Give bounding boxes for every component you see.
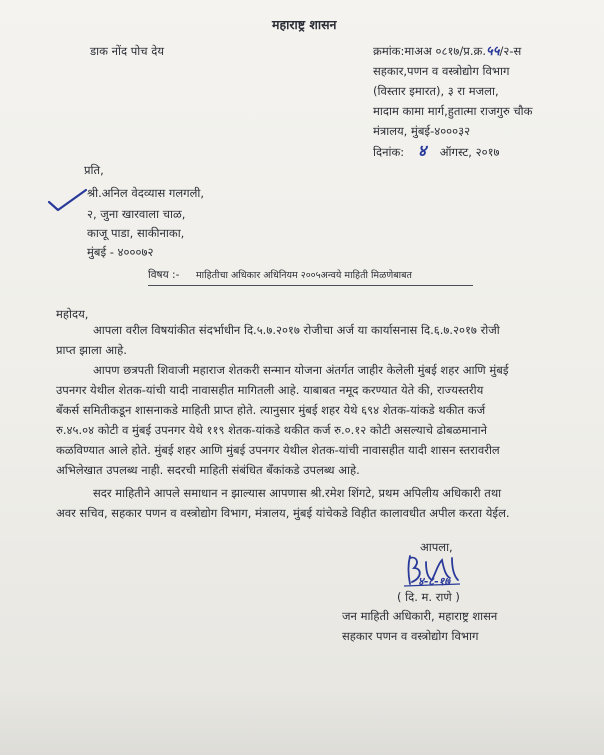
office-line-1: सहकार,पणन व वस्त्रोद्योग विभाग: [373, 64, 510, 78]
ref-number-handwritten: ५५: [485, 44, 500, 59]
signatory-designation: जन माहिती अधिकारी, महाराष्ट्र शासन: [342, 609, 498, 623]
reference-number: [373, 44, 521, 59]
body-line-3: आपण छत्रपती शिवाजी महाराज शेतकरी सन्मान योजना अंतर्गत जाहीर केलेली मुंबई शहर आणि मुंबई: [93, 363, 509, 377]
body-line-5: बँकर्स समितीकडून शासनाकडे माहिती प्राप्त होते. त्यानुसार मुंबई शहर येथे ६९४ शेतक-यांकडे थकीत कर्ज: [56, 403, 486, 417]
letterhead-title: महाराष्ट्र शासन: [272, 17, 337, 32]
signatory-name: ( दि. म. राणे ): [397, 590, 460, 604]
recipient-line-4: मुंबई - ४०००७२: [87, 245, 154, 259]
ref-label: क्रमांक:: [373, 44, 405, 58]
body-line-1: आपला वरील विषयांकीत संदर्भाधीन दि.५.७.२०१७ रोजीचा अर्ज या कार्यासनास दि.६.७.२०१७ रोजी: [93, 323, 500, 337]
recipient-line-1: श्री.अनिल वेदव्यास गलगली,: [87, 186, 205, 200]
tick-mark-icon: [46, 186, 90, 216]
signature-date: ४-८-१७: [418, 575, 451, 588]
office-line-2: (विस्तार इमारत), ३ रा मजला,: [373, 84, 499, 98]
body-line-8: अभिलेखात उपलब्ध नाही. सदरची माहिती संबंधित बँकांकडे उपलब्ध आहे.: [56, 463, 360, 477]
body-line-9: सदर माहितीने आपले समाधान न झाल्यास आपणास श्री.रमेश शिंगटे, प्रथम अपिलीय अधिकारी तथा: [93, 486, 502, 500]
body-line-2: प्राप्त झाला आहे.: [56, 343, 127, 357]
paper-shadow: [0, 690, 604, 755]
prati-label: प्रति,: [84, 163, 104, 177]
ref-number-suffix: /२-स: [499, 44, 522, 58]
salutation: महोदय,: [56, 307, 89, 321]
closing: आपला,: [420, 540, 453, 554]
date-handwritten-day: ४: [417, 141, 427, 160]
date-month-year: ऑगस्ट, २०१७: [439, 145, 500, 159]
recipient-line-2: २, जुना खारवाला चाळ,: [87, 207, 186, 221]
body-line-7: कळविण्यात आले होते. मुंबई शहर आणि मुंबई उपनगर येथील शेतक-यांची नावासहीत यादी शासन स्तरावरील: [56, 443, 500, 457]
subject-underline: [148, 285, 473, 286]
body-line-4: उपनगर येथील शेतक-यांची यादी नावासहीत मागितली आहे. याबाबत नमूद करण्यात येते की, राज्यस्तरीय: [56, 383, 484, 397]
ref-number-printed: माअअ ०८१७/प्र.क्र.: [404, 44, 486, 58]
date-label: दिनांक:: [373, 145, 405, 159]
letter-date: [373, 141, 500, 160]
subject-text: माहितीचा अधिकार अधिनियम २००५अन्वये माहिती मिळणेबाबत: [196, 270, 412, 281]
recipient-line-3: काजू पाडा, साकीनाका,: [87, 226, 185, 240]
signatory-department: सहकार पणन व वस्त्रोद्योग विभाग: [342, 629, 479, 643]
subject-label: विषय :-: [148, 269, 180, 281]
dak-note: डाक नोंद पोच देय: [90, 44, 164, 58]
body-line-6: रु.४५.०४ कोटी व मुंबई उपनगर येथे ११९ शेतक-यांकडे थकीत कर्ज रु.०.१२ कोटी असल्याचे ढोबळमानाने: [56, 423, 487, 437]
office-line-3: मादाम कामा मार्ग,हुतात्मा राजगुरु चौक: [373, 104, 533, 118]
office-line-4: मंत्रालय, मुंबई-४०००३२: [373, 124, 471, 138]
body-line-10: अवर सचिव, सहकार पणन व वस्त्रोद्योग विभाग, मंत्रालय, मुंबई यांचेकडे विहीत कालावधीत अपील करता येईल.: [56, 506, 510, 520]
